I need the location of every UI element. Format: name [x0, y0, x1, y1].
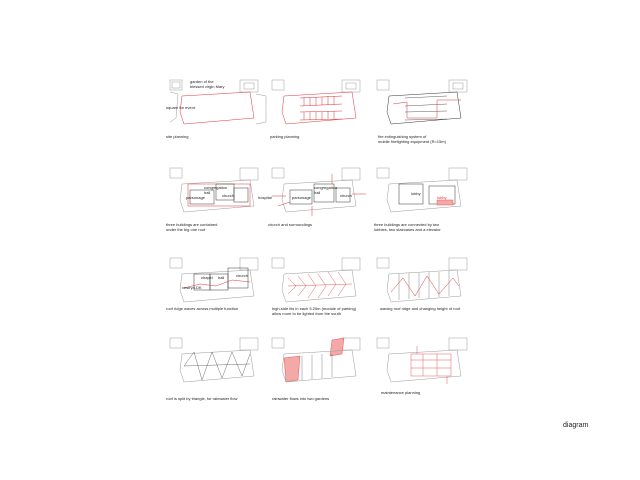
label-vestry: vestry/LDK — [182, 285, 202, 290]
roof-triangle-drawing — [170, 336, 270, 388]
label-hall: hall — [218, 275, 225, 280]
caption-three-buildings: three buildings are contained under the big one roof — [166, 222, 218, 232]
label-hospital: hospital — [258, 195, 272, 200]
label-lobby-2: lobby — [437, 195, 447, 200]
caption-surroundings: church and surroundings — [268, 222, 313, 227]
panel-parking-planning — [272, 78, 372, 130]
caption-roof-triangle: roof is split by triangle, for rainwater flow — [166, 396, 238, 401]
panel-maintenance — [377, 336, 477, 388]
caption-waving-roof: waving roof ridge and changing height of roof — [380, 306, 461, 311]
label-congregation-hall: congregation hall — [204, 185, 228, 195]
panel-waving-roof — [377, 256, 477, 308]
parking-drawing — [272, 78, 372, 130]
label-garden: garden of the blessed virgin Mary — [190, 79, 225, 89]
caption-lobbies: three buildings are connected by two lobbies, two staircases and a elevator — [374, 222, 441, 232]
caption-parking-planning: parking planning — [270, 134, 300, 139]
label-square: square for event — [166, 105, 195, 110]
roof-ridge-drawing — [170, 256, 270, 308]
waving-roof-drawing — [377, 256, 477, 308]
caption-roof-ridge: roof ridge waves across multiple function — [166, 306, 239, 311]
label-parsonage: parsonage — [186, 195, 205, 200]
label-congregation-hall-2: congregation hall — [314, 185, 338, 195]
caption-fire: fire extinguishing system of mobile firefighting equipment (R=15m) — [378, 134, 446, 144]
caption-maintenance: maintenance planning — [381, 390, 421, 395]
panel-high-side-lits — [272, 256, 372, 308]
fire-drawing — [377, 78, 477, 130]
caption-rainwater: rainwater flows into two gardens — [272, 396, 330, 401]
panel-church-surroundings — [258, 166, 372, 218]
rainwater-drawing — [272, 336, 372, 388]
panel-three-buildings-roof — [170, 166, 270, 218]
label-parsonage-2: parsonage — [292, 195, 311, 200]
lobbies-drawing — [377, 166, 477, 218]
panel-rainwater — [272, 336, 372, 388]
caption-site-planning: site planning — [166, 134, 189, 139]
panel-roof-triangle — [170, 336, 270, 388]
label-lobby-1: lobby — [411, 191, 421, 196]
caption-high-side-lits: high-side lits in each 5.25m (module of parking) allow room to be lighted from the south — [272, 306, 357, 316]
maintenance-drawing — [377, 336, 477, 388]
label-church: church — [222, 193, 235, 198]
panel-roof-ridge — [170, 256, 270, 308]
page-label: diagram — [563, 422, 589, 429]
panel-lobbies — [377, 166, 477, 218]
label-church-3: church — [236, 273, 249, 278]
label-church-2: church — [340, 193, 353, 198]
panel-fire-extinguishing — [377, 78, 477, 130]
label-chapel: chapel — [201, 275, 213, 280]
high-side-lits-drawing — [272, 256, 372, 308]
panel-site-planning — [166, 78, 270, 130]
